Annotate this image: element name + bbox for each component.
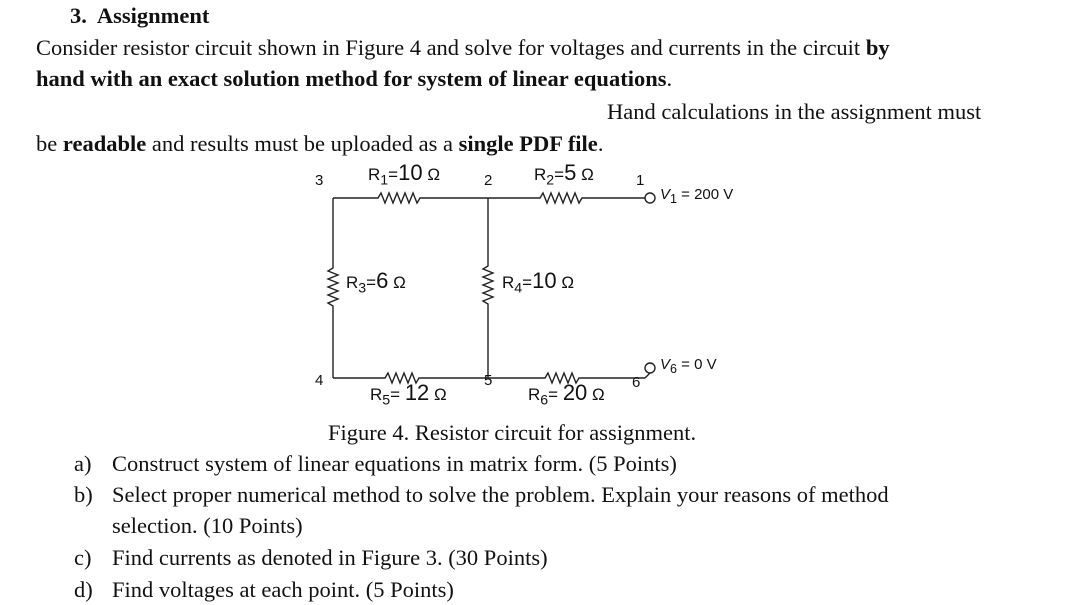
v1-value: = 200 V: [676, 186, 734, 203]
intro-bold-method: hand with an exact solution method for system of linear equations: [36, 66, 667, 91]
voltage-v1-label: [660, 186, 733, 206]
r3-sym: R: [346, 273, 359, 292]
wire-top-right: [488, 193, 645, 203]
r6-unit: Ω: [592, 385, 605, 404]
question-b: [74, 481, 93, 509]
node-6-label: 6: [632, 374, 641, 391]
v1-sym: V: [660, 186, 671, 203]
v6-sym: V: [660, 356, 671, 373]
r2-unit: Ω: [581, 165, 594, 184]
wire-v6-lead: [645, 373, 650, 378]
r4-sym: R: [502, 273, 515, 292]
question-b-text: Select proper numerical method to solve the problem. Explain your reasons of method: [112, 482, 889, 507]
intro-hand-calc: Hand calculations in the assignment must: [607, 99, 982, 124]
question-c-text: Find currents as denoted in Figure 3. (30 Points): [112, 545, 548, 570]
r5-unit: Ω: [434, 385, 447, 404]
r6-sym: R: [528, 385, 541, 404]
wire-top-left: [333, 193, 488, 203]
question-a: [74, 450, 91, 478]
r4-sub: 4: [514, 280, 523, 297]
intro-period: .: [666, 66, 673, 91]
intro-be: be: [36, 131, 63, 156]
question-d: [74, 576, 93, 604]
r5-value: 12: [404, 380, 430, 405]
v6-value: = 0 V: [676, 356, 717, 373]
terminal-v6: [645, 363, 655, 373]
r5-sym: R: [370, 385, 383, 404]
r1-value: 10: [398, 160, 423, 185]
r3-unit: Ω: [393, 273, 406, 292]
intro-end: .: [597, 131, 604, 156]
resistor-r2-label: $R_2=5$ Ω: [534, 160, 594, 189]
intro-uploaded: and results must be uploaded as a: [146, 131, 459, 156]
resistor-r3-label: $R_3=6$ Ω: [346, 268, 406, 297]
r2-sub: 2: [546, 172, 555, 189]
question-d-label: d): [74, 577, 93, 602]
question-d-text: Find voltages at each point. (5 Points): [112, 577, 454, 602]
r3-sub: 3: [358, 280, 367, 297]
section-number: 3.: [70, 3, 87, 28]
node-2-label: 2: [484, 172, 493, 189]
question-c: [74, 544, 91, 572]
r3-value: 6: [376, 268, 389, 293]
r6-sub: 6: [540, 392, 549, 409]
question-b-label: b): [74, 482, 93, 507]
v6-sub: 6: [670, 362, 677, 376]
figure-caption: Figure 4. Resistor circuit for assignment.: [328, 420, 697, 445]
question-b-text-2: selection. (10 Points): [112, 513, 303, 538]
section-title: Assignment: [96, 3, 210, 28]
node-3-label: 3: [315, 172, 324, 189]
r5-sub: 5: [382, 392, 391, 409]
wire-middle: [483, 198, 493, 378]
intro-text: Consider resistor circuit shown in Figure 4 and solve for voltages and currents in the circuit: [36, 35, 866, 60]
node-1-label: 1: [636, 172, 645, 189]
node-5-label: 5: [484, 372, 493, 389]
intro-bold-by: by: [865, 35, 890, 60]
r1-unit: Ω: [427, 165, 441, 184]
terminal-v1: [645, 193, 655, 203]
wire-left: [328, 198, 338, 378]
r1-sub: 1: [380, 172, 389, 189]
question-a-label: a): [74, 451, 92, 476]
voltage-v6-label: [660, 356, 717, 376]
resistor-r4-label: $R_4=10$ Ω: [502, 268, 575, 297]
resistor-r6-label: $R_6= 20$ Ω: [528, 380, 605, 409]
node-4-label: 4: [315, 372, 324, 389]
r4-value: 10: [532, 268, 557, 293]
r2-value: 5: [564, 160, 577, 185]
intro-bold-pdf: single PDF file: [458, 131, 598, 156]
v1-sub: 1: [670, 192, 677, 206]
r6-value: 20: [562, 380, 588, 405]
intro-bold-readable: readable: [62, 131, 147, 156]
resistor-r5-label: $R_5= 12$ Ω: [370, 380, 447, 409]
r1-sym: R: [368, 165, 381, 184]
resistor-r1-label: $R_1=10$ Ω: [368, 160, 441, 189]
question-c-label: c): [74, 545, 92, 570]
r2-sym: R: [534, 165, 547, 184]
r4-unit: Ω: [561, 273, 575, 292]
question-a-text: Construct system of linear equations in matrix form. (5 Points): [112, 451, 677, 476]
